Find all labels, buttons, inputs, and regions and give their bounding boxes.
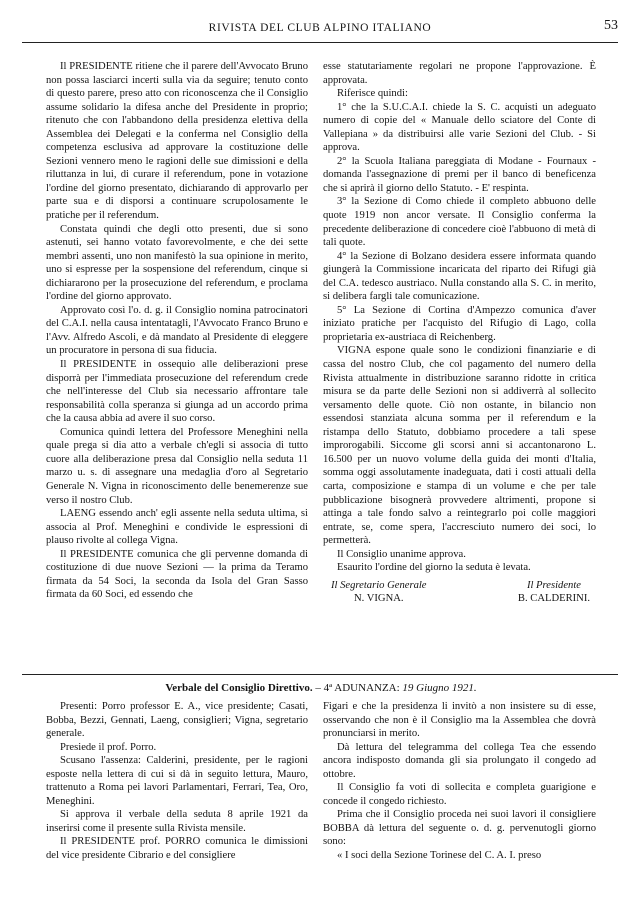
minutes-session: – 4ª ADUNANZA:: [315, 682, 400, 694]
paragraph: Il PRESIDENTE in ossequio alle deliberazioni prese disporrà per l'immediata prosecuzione del referendum crede che nell'interesse del Club sia necessario affrontare tale responsabilità colla speranza si giunga ad un accordo prima che la causa abbia ad avere il suo corso.: [46, 359, 308, 425]
minutes-heading: [46, 682, 596, 694]
paragraph: 2° la Scuola Italiana pareggiata di Modane - Fournaux - domanda l'assegnazione di premi per il banco di beneficenza che si aprirà il giorno dello Statuto. - E' respinta.: [323, 155, 596, 194]
minutes-date: 19 Giugno 1921.: [402, 682, 477, 694]
secretary-name: N. VIGNA.: [353, 593, 404, 605]
paragraph: 5° La Sezione di Cortina d'Ampezzo comunica d'aver iniziato pratiche per l'acquisto del Rifugio di Lago, colla proprietaria ex-austriaca di Reichenberg.: [323, 304, 596, 343]
paragraph: Riferisce quindi:: [337, 88, 408, 100]
paragraph: Il Consiglio unanime approva.: [337, 548, 466, 560]
signature-block: [323, 579, 596, 606]
paragraph: « I soci della Sezione Torinese del C. A. I. preso: [337, 850, 542, 862]
paragraph: Il PRESIDENTE prof. PORRO comunica le dimissioni del vice presidente Cibrario e del consigliere: [46, 836, 308, 862]
paragraph: VIGNA espone quale sono le condizioni finanziarie e di cassa del nostro Club, che col pagamento del numero della Rivista attualmente in distribuzione saranno ridotte in critica misura se da parte delle Sezioni non si addiverrà al sollecito versamento delle quote. Ciò non ostante, in bilancio non essendosi stanziata alcuna somma per il referendum e la ristampa dello Statuto, dobbiamo procedere a tali spese improrogabili. Siccome gli scorsi anni si accantonarono L. 16.500 per un nuovo volume della guida dei monti d'Italia, somma oggi assolutamente inadeguata, dati i costi attuali della carta, composizione e stampa di un volume e che per tale pubblicazione bisognerà provvedere altrimenti, propone si attinga a tale fondo salvo a reintegrarlo poi colle maggiori entrate, se, come spera, l'accresciuto numero dei soci, lo permetterà.: [323, 345, 596, 547]
minutes-title: Verbale del Consiglio Direttivo.: [165, 682, 313, 694]
column-right-bottom: [323, 700, 596, 863]
paragraph: esse statutariamente regolari ne propone l'approvazione. È approvata.: [323, 61, 596, 86]
page-number: 53: [604, 18, 618, 33]
paragraph: Approvato così l'o. d. g. il Consiglio nomina patrocinatori del C.A.I. nella causa intentatagli, l'Avvocato Franco Bruno e l'Avv. Alfredo Ascoli, e dà mandato al Presidente di eleggere un procuratore in persona di sua fiducia.: [46, 304, 308, 357]
paragraph: 3° la Sezione di Como chiede il completo abbuono delle quote 1919 non ancor versate. Il Consiglio conferma la precedente deliberazione di concedere cioè l'abbuono di metà di tali quote.: [323, 196, 596, 249]
paragraph: Presiede il prof. Porro.: [60, 741, 157, 753]
paragraph: Il PRESIDENTE comunica che gli pervenne domanda di costituzione di due nuove Sezioni — la prima da Teramo firmata da 54 Soci, la seconda da Isola del Gran Sasso firmata da 60 Soci, ed essendo che: [46, 548, 308, 601]
column-right-top: [323, 60, 596, 606]
column-left-bottom: [46, 700, 308, 863]
paragraph: Il Consiglio fa voti di sollecita e completa guarigione e concede il congedo richiesto.: [323, 782, 596, 807]
president-role: Il Presidente: [526, 579, 581, 591]
president-name: B. CALDERINI.: [517, 593, 590, 605]
paragraph: Esaurito l'ordine del giorno la seduta è levata.: [337, 562, 531, 574]
paragraph: Presenti: Porro professor E. A., vice presidente; Casati, Bobba, Bezzi, Gennati, Laeng, consiglieri; Vigna, segretario generale.: [46, 701, 308, 740]
signature-right: [518, 579, 590, 606]
running-header: [22, 16, 618, 40]
column-left-top: [46, 60, 308, 602]
journal-title: RIVISTA DEL CLUB ALPINO ITALIANO: [208, 22, 432, 34]
header-rule: [22, 42, 618, 43]
paragraph: Il PRESIDENTE ritiene che il parere dell'Avvocato Bruno non possa lasciarci incerti sulla via da seguire; tenuto conto di questo parere, preso atto con riconoscenza che il Consiglio assume solidario la difesa anche del Presidente in proprio; ritenuto che con l'abbandono della presidenza elettiva della Assemblea dei Delegati e la conferma nel Consiglio della competenza esclusiva ad approvare la costituzione delle Sezioni vennero meno le ragioni delle sue dimissioni e della riluttanza in lui, di curare il referendum, pone in votazione l'ordine del giorno presentato, dichiarando di approvarlo per parte sua e di disporsi a continuare scrupolosamente le pratiche per il referendum.: [46, 61, 308, 222]
section-rule: [22, 674, 618, 675]
secretary-role: Il Segretario Generale: [331, 579, 427, 591]
paragraph: Si approva il verbale della seduta 8 aprile 1921 da inserirsi come il presente sulla Rivista mensile.: [46, 809, 308, 834]
paragraph: Comunica quindi lettera del Professore Meneghini nella quale prega si dia atto a verbale ch'egli si associa di tutto cuore alla deliberazione presa dal Consiglio nella seduta 11 marzo u. s. di assegnare una medaglia d'oro al Segretario Generale N. Vigna in riconoscimento delle benemerenze sue verso il nostro Club.: [46, 426, 308, 506]
paragraph: Dà lettura del telegramma del collega Tea che essendo ancora indisposto domanda gli sia prolungato il congedo ad ottobre.: [323, 741, 596, 780]
paragraph: Figari e che la presidenza li invitò a non insistere su di esse, osservando che non è il Consiglio ma la Assemblea che dovrà pronunciarsi in merito.: [323, 701, 596, 740]
paragraph: LAENG essendo anch' egli assente nella seduta ultima, si associa al Prof. Meneghini e condivide le espressioni di plauso rivolte al collega Vigna.: [46, 508, 308, 547]
paragraph: Constata quindi che degli otto presenti, due si sono astenuti, sei hanno votato favorevolmente, e che dei sette membri assenti, uno non manifestò la sua opinione in merito, uno si espresse per la sospensione del referendum, cinque si dichiararono per la prosecuzione del referendum, e proclama l'ordine del giorno approvato.: [46, 223, 308, 303]
paragraph: 4° la Sezione di Bolzano desidera essere informata quando giungerà la Commissione incaricata del riparto dei Rifugi già del C.A. tedesco austriaco. Nulla constando alla S. C. in merito, si delibera fargli tale comunicazione.: [323, 250, 596, 303]
paragraph: Scusano l'assenza: Calderini, presidente, per le ragioni esposte nella lettera di cui si dà in seguito lettura, Mauro, trattenuto a Roma pei lavori Parlamentari, Ferrari, Tea, Oro, Meneghini.: [46, 755, 308, 807]
paragraph: Prima che il Consiglio proceda nei suoi lavori il consigliere BOBBA dà lettura del seguente o. d. g. pervenutogli giorno sono:: [323, 809, 596, 848]
signature-left: [331, 579, 427, 606]
paragraph: 1° che la S.U.C.A.I. chiede la S. C. acquisti un adeguato numero di copie del « Manuale dello sciatore del Conte di Vallepiana » da distribuirsi alle varie Sezioni del Club. - Si approva.: [323, 101, 596, 154]
